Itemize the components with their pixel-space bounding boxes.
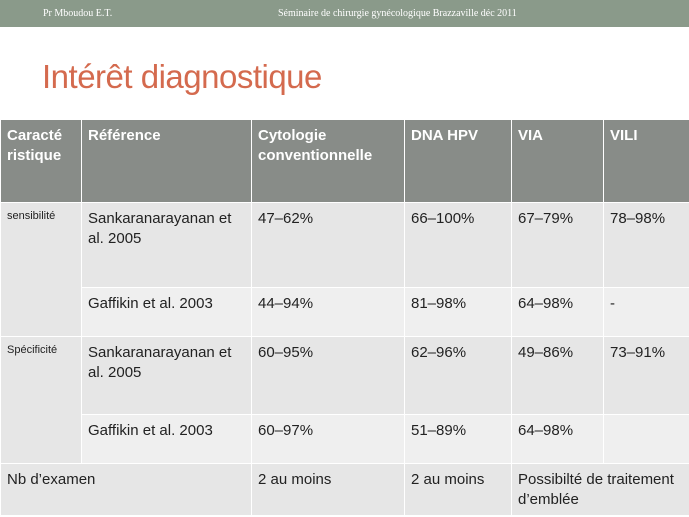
diagnostic-table: [0, 119, 689, 516]
dna-hpv-cell: 81–98%: [405, 288, 512, 337]
col-header-feature: Caracté ristique: [1, 120, 82, 203]
cytology-cell: 60–97%: [252, 415, 405, 464]
table-row: [1, 464, 689, 516]
vili-cell: 73–91%: [604, 337, 689, 415]
reference-cell: Sankaranarayanan et al. 2005: [82, 203, 252, 288]
col-header-via: VIA: [512, 120, 604, 203]
reference-cell: Sankaranarayanan et al. 2005: [82, 337, 252, 415]
vili-cell: 78–98%: [604, 203, 689, 288]
dna-hpv-cell: 2 au moins: [405, 464, 512, 516]
via-cell: 49–86%: [512, 337, 604, 415]
dna-hpv-cell: 62–96%: [405, 337, 512, 415]
feature-cell: Nb d’examen: [1, 464, 252, 516]
reference-cell: Gaffikin et al. 2003: [82, 288, 252, 337]
via-cell: 64–98%: [512, 415, 604, 464]
seminar-label: Séminaire de chirurgie gynécologique Brazzaville déc 2011: [278, 8, 517, 19]
feature-cell: sensibilité: [1, 203, 82, 337]
reference-cell: Gaffikin et al. 2003: [82, 415, 252, 464]
cytology-cell: 2 au moins: [252, 464, 405, 516]
header-bar: [0, 0, 689, 27]
via-cell: 67–79%: [512, 203, 604, 288]
cytology-cell: 44–94%: [252, 288, 405, 337]
feature-cell: Spécificité: [1, 337, 82, 464]
col-header-reference: Référence: [82, 120, 252, 203]
dna-hpv-cell: 51–89%: [405, 415, 512, 464]
cytology-cell: 60–95%: [252, 337, 405, 415]
via-cell: Possibilté de traitement d’emblée: [512, 464, 689, 516]
col-header-cytology: Cytologie conventionnelle: [252, 120, 405, 203]
cytology-cell: 47–62%: [252, 203, 405, 288]
table-row: [1, 337, 689, 415]
col-header-dna-hpv: DNA HPV: [405, 120, 512, 203]
col-header-vili: VILI: [604, 120, 689, 203]
vili-cell: [604, 415, 689, 464]
via-cell: 64–98%: [512, 288, 604, 337]
page-title: Intérêt diagnostique: [42, 58, 322, 95]
author-label: Pr Mboudou E.T.: [43, 8, 113, 19]
table-row: [1, 203, 689, 288]
table-header-row: [1, 120, 689, 203]
table-row: [1, 288, 689, 337]
dna-hpv-cell: 66–100%: [405, 203, 512, 288]
vili-cell: -: [604, 288, 689, 337]
table-row: [1, 415, 689, 464]
